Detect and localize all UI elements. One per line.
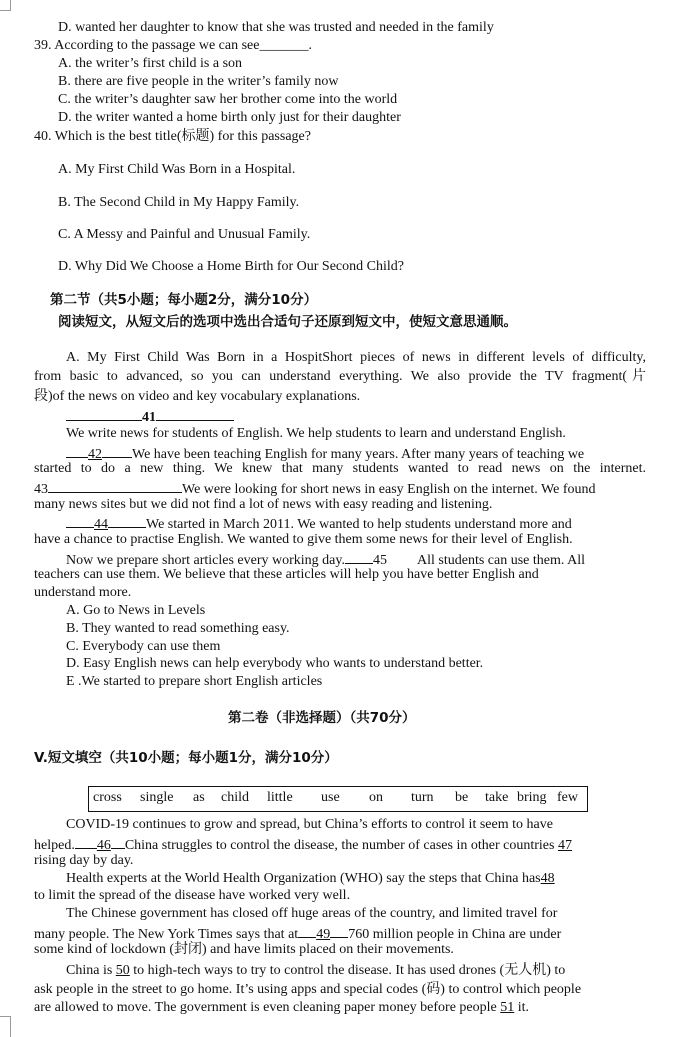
passage-line-44: 44 We started in March 2011. We wanted to help students understand more and xyxy=(66,513,572,534)
passage-line: 段)of the news on video and key vocabulary explanations. xyxy=(34,389,361,404)
passage-line: We write news for students of English. We help students to learn and understand English. xyxy=(66,426,566,441)
blank-47: 47 xyxy=(557,838,572,853)
page-corner-mark xyxy=(0,0,11,11)
q40-stem: 40. Which is the best title(标题) for this passage? xyxy=(34,129,311,144)
q39-stem: 39. According to the passage we can see_______. xyxy=(34,38,312,53)
blank-41 xyxy=(66,406,234,427)
passage-line-45: Now we prepare short articles every working day. 45 All students can use them. All xyxy=(66,549,585,570)
passage-line: from basic to advanced, so you can understand everything. We also provide the TV fragment(片 xyxy=(34,369,646,384)
passage-line: have a chance to practise English. We wanted to give them some news for their level of English. xyxy=(34,532,573,547)
passage-line-43: 43 We were looking for short news in easy English on the internet. We found xyxy=(34,478,596,499)
cloze-line: ask people in the street to go home. It’s using apps and special codes (码) to control which people xyxy=(34,982,582,997)
cloze-line: COVID-19 continues to grow and spread, but China’s efforts to control it seem to have xyxy=(66,817,553,832)
word-bank-item: be xyxy=(455,790,469,805)
section2-heading: 第二节（共5小题；每小题2分，满分10分） xyxy=(50,292,318,308)
passage-line: many news sites but we did not find a lot of news with easy reading and listening. xyxy=(34,497,493,512)
cloze-line: to limit the spread of the disease have worked very well. xyxy=(34,888,351,903)
q39-option-c: C. the writer’s daughter saw her brother come into the world xyxy=(58,92,398,107)
word-bank-item: on xyxy=(369,790,383,805)
passage-line: teachers can use them. We believe that these articles will help you have better English and xyxy=(34,567,539,582)
word-bank-item: little xyxy=(267,790,293,805)
part2-heading: 第二卷（非选择题）（共70分） xyxy=(228,710,416,726)
option-b: B. They wanted to read something easy. xyxy=(66,621,290,636)
cloze-line: some kind of lockdown (封闭) and have limits placed on their movements. xyxy=(34,942,454,957)
passage-line-42: 42 We have been teaching English for many years. After many years of teaching we xyxy=(66,443,646,464)
option-d: D. Easy English news can help everybody who wants to understand better. xyxy=(66,656,484,671)
cloze-line-51: are allowed to move. The government is even cleaning paper money before people 51 it. xyxy=(34,1000,530,1015)
q40-option-a: A. My First Child Was Born in a Hospital. xyxy=(58,162,296,177)
q39-option-d: D. the writer wanted a home birth only just for their daughter xyxy=(58,110,401,125)
q40-option-d: D. Why Did We Choose a Home Birth for Our Second Child? xyxy=(58,259,404,274)
section2-instruction: 阅读短文，从短文后的选项中选出合适句子还原到短文中，使短文意思通顺。 xyxy=(58,314,517,330)
blank-51: 51 xyxy=(500,1000,515,1015)
page-corner-mark xyxy=(0,1016,11,1037)
blank-45: 45 xyxy=(373,553,387,568)
blank-50: 50 xyxy=(115,963,130,978)
passage-line: started to do a new thing. We knew that many students wanted to read news on the internet. xyxy=(34,461,646,476)
word-bank-item: as xyxy=(193,790,205,805)
word-bank-item: single xyxy=(140,790,174,805)
q40-option-b: B. The Second Child in My Happy Family. xyxy=(58,195,300,210)
q38-option-d: D. wanted her daughter to know that she was trusted and needed in the family xyxy=(58,20,494,35)
blank-44: 44 xyxy=(94,517,108,532)
blank-42: 42 xyxy=(88,447,102,462)
word-bank-item: child xyxy=(221,790,249,805)
option-a: A. Go to News in Levels xyxy=(66,603,206,618)
q39-option-a: A. the writer’s first child is a son xyxy=(58,56,243,71)
blank-49: 49 xyxy=(316,927,331,942)
option-c: C. Everybody can use them xyxy=(66,639,221,654)
cloze-line-46: helped. 46 China struggles to control the disease, the number of cases in other countries 47 xyxy=(34,834,572,855)
word-bank-item: cross xyxy=(93,790,122,805)
word-bank-item: use xyxy=(321,790,340,805)
blank-43: 43 xyxy=(34,482,48,497)
word-bank-item: turn xyxy=(411,790,434,805)
blank-number: 41 xyxy=(142,410,156,425)
q40-option-c: C. A Messy and Painful and Unusual Family. xyxy=(58,227,311,242)
blank-48: 48 xyxy=(540,871,555,886)
cloze-line-49: many people. The New York Times says that at 49 760 million people in China are under xyxy=(34,923,561,944)
blank-46: 46 xyxy=(96,838,111,853)
cloze-line: The Chinese government has closed off huge areas of the country, and limited travel for xyxy=(66,906,558,921)
cloze-line-50: China is 50 to high-tech ways to try to control the disease. It has used drones (无人机) to xyxy=(66,963,566,978)
word-bank-item: few xyxy=(557,790,578,805)
word-bank-item: bring xyxy=(517,790,547,805)
q39-option-b: B. there are five people in the writer’s family now xyxy=(58,74,339,89)
passage-line: understand more. xyxy=(34,585,132,600)
cloze-line: rising day by day. xyxy=(34,853,134,868)
word-bank-item: take xyxy=(485,790,509,805)
word-bank-box xyxy=(88,786,588,812)
option-e: E .We started to prepare short English articles xyxy=(66,674,323,689)
passage-line: A. My First Child Was Born in a HospitShort pieces of news in different levels of difficulty, xyxy=(66,350,646,365)
cloze-line-48: Health experts at the World Health Organization (WHO) say the steps that China has48 xyxy=(66,871,555,886)
section5-heading: V.短文填空（共10小题；每小题1分，满分10分） xyxy=(34,750,338,766)
